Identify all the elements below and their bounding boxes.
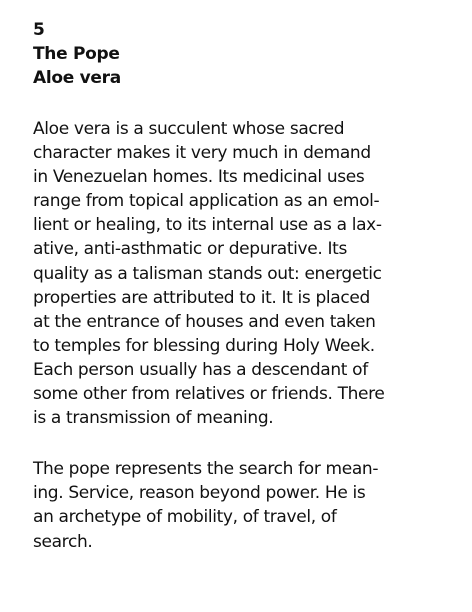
- text-line: The pope represents the search for mean-: [33, 459, 379, 480]
- document-page: [33, 18, 453, 554]
- text-line: ative, anti-asthmatic or depurative. Its: [33, 239, 347, 260]
- text-line: is a transmission of meaning.: [33, 408, 274, 429]
- paragraph-pope: [33, 457, 453, 553]
- text-line: range from topical application as an emol-: [33, 191, 380, 212]
- card-title: The Pope: [33, 44, 120, 64]
- text-line: in Venezuelan homes. Its medicinal uses: [33, 167, 365, 188]
- heading-block: [33, 18, 453, 90]
- text-line: character makes it very much in demand: [33, 143, 371, 164]
- text-line: quality as a talisman stands out: energetic: [33, 263, 382, 284]
- text-line: properties are attributed to it. It is placed: [33, 287, 370, 308]
- text-line: at the entrance of houses and even taken: [33, 311, 376, 332]
- plant-name: Aloe vera: [33, 68, 121, 88]
- text-line: Aloe vera is a succulent whose sacred: [33, 119, 345, 139]
- text-line: ing. Service, reason beyond power. He is: [33, 483, 366, 504]
- text-line: to temples for blessing during Holy Week.: [33, 335, 375, 356]
- card-number: 5: [33, 20, 45, 40]
- text-line: some other from relatives or friends. There: [33, 384, 385, 405]
- text-line: Each person usually has a descendant of: [33, 359, 368, 380]
- text-line: an archetype of mobility, of travel, of: [33, 507, 337, 528]
- text-line: lient or healing, to its internal use as a lax-: [33, 215, 382, 236]
- paragraph-aloe-vera: [33, 117, 453, 430]
- text-line: search.: [33, 531, 93, 552]
